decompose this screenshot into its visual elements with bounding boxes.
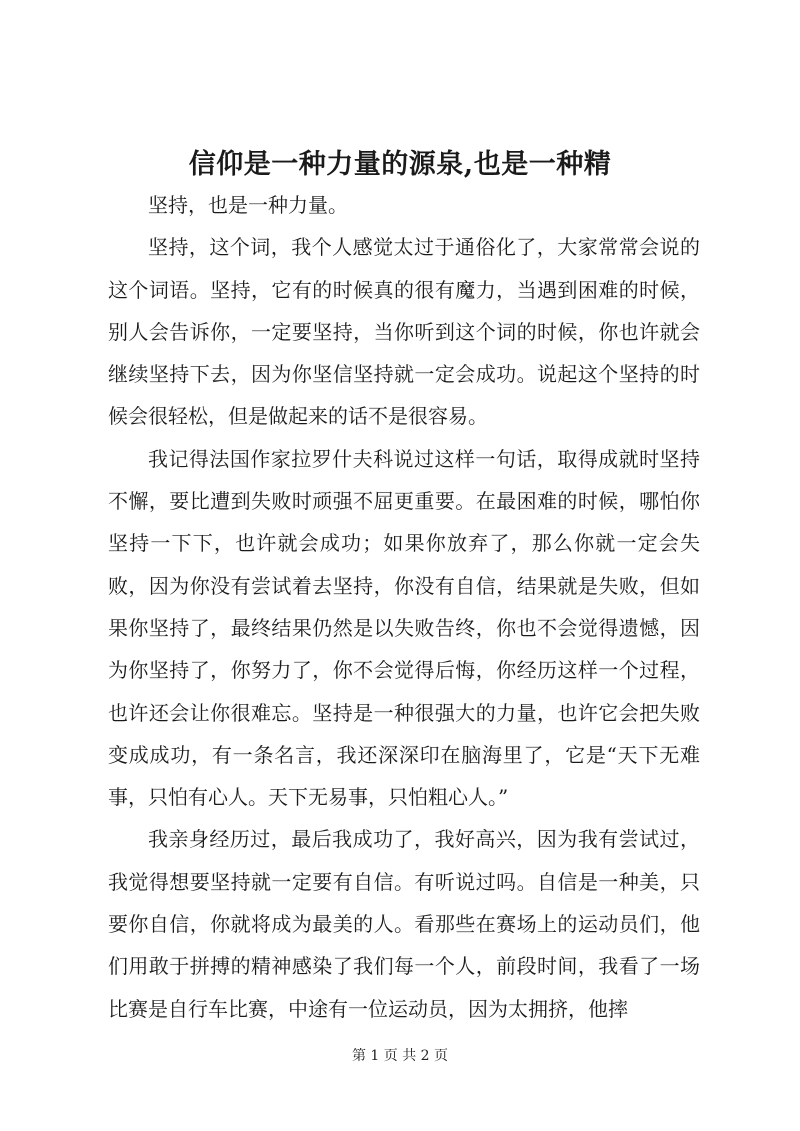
page-footer: 第 1 页 共 2 页 (351, 1048, 449, 1064)
document-title: 信仰是一种力量的源泉,也是一种精 (188, 149, 612, 180)
paragraph-1: 坚持，也是一种力量。 (148, 193, 348, 217)
paragraph-2: 坚持，这个词，我个人感觉太过于通俗化了，大家常常会说的这个词语。坚持，它有的时候真的很有魔力，当遇到困难的时候，别人会告诉你，一定要坚持，当你听到这个词的时候，你也许就会继续坚持下去，因为你坚信坚持就一定会成功。说起这个坚持的时候会很轻松，但是做起来的话不是很容易。 (108, 235, 700, 429)
paragraph-4: 我亲身经历过，最后我成功了，我好高兴，因为我有尝试过，我觉得想要坚持就一定要有自信。有听说过吗。自信是一种美，只要你自信，你就将成为最美的人。看那些在赛场上的运动员们，他们用敢于拼搏的精神感染了我们每一个人，前段时间，我看了一场比赛是自行车比赛，中途有一位运动员，因为太拥挤，他摔 (108, 827, 700, 1021)
document-body (108, 184, 700, 1030)
paragraph-3: 我记得法国作家拉罗什夫科说过这样一句话，取得成就时坚持不懈，要比遭到失败时顽强不屈更重要。在最困难的时候，哪怕你坚持一下下，也许就会成功；如果你放弃了，那么你就一定会失败，因为你没有尝试着去坚持，你没有自信，结果就是失败，但如果你坚持了，最终结果仍然是以失败告终，你也不会觉得遗憾，因为你坚持了，你努力了，你不会觉得后悔，你经历这样一个过程，也许还会让你很难忘。坚持是一种很强大的力量，也许它会把失败变成成功，有一条名言，我还深深印在脑海里了，它是“天下无难事，只怕有心人。天下无易事，只怕粗心人。” (108, 446, 700, 810)
